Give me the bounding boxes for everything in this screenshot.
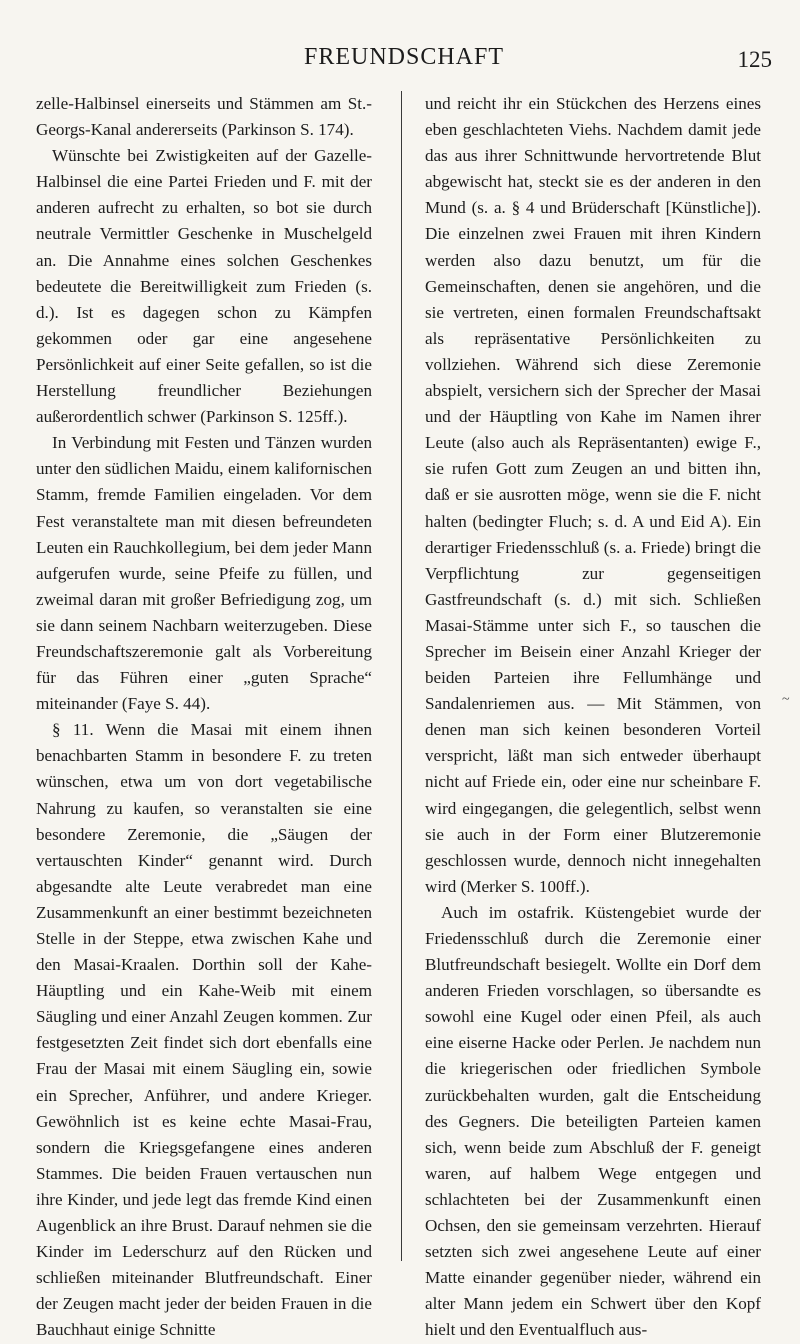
paragraph: Wünschte bei Zwistigkeiten auf der Gazelle-Halbinsel die eine Partei Frieden und F. mit der anderen aufrecht zu erhalten, so bot sie durch neutrale Vermittler Geschenke in Muschelgeld an. Die Annahme eines solchen Geschenkes bedeutete die Bereitwilligkeit zum Frieden (s. d.). Ist es dagegen schon zu Kämpfen gekommen oder gar eine angesehene Persönlichkeit auf einer Seite gefallen, so ist die Herstellung freundlicher Beziehungen außerordentlich schwer (Parkinson S. 125ff.). (36, 146, 372, 427)
margin-mark: ~ (782, 692, 790, 707)
right-column (425, 91, 761, 1344)
page-header (36, 44, 772, 80)
paragraph: Auch im ostafrik. Küstengebiet wurde der Friedensschluß durch die Zeremonie einer Blutfreundschaft besiegelt. Wollte ein Dorf dem anderen Frieden vorschlagen, so übersandte es sowohl eine Kugel oder einen Pfeil, als auch eine eiserne Hacke oder Perlen. Je nachdem nun die kriegerischen oder friedlichen Symbole zurückbehalten wurden, galt die Entscheidung des Gegners. Die beteiligten Parteien kamen sich, wenn beide zum Abschluß der F. geneigt waren, auf halbem Wege entgegen und schlachteten bei der Zusammenkunft einen Ochsen, den sie gemeinsam verzehrten. Hierauf setzten sich zwei angesehene Leute auf einer Matte einander gegenüber nieder, während ein alter Mann jedem ein Schwert über den Kopf hielt und den Eventualfluch aus- (425, 902, 761, 1340)
paragraph: § 11. Wenn die Masai mit einem ihnen benachbarten Stamm in besondere F. zu treten wünschen, etwa um von dort vegetabilische Nahrung zu kaufen, so veranstalten sie eine besondere Zeremonie, die „Säugen der vertauschten Kinder“ genannt wird. Durch abgesandte alte Leute verabredet man eine Zusammenkunft an einer bestimmt bezeichneten Stelle in der Steppe, etwa zwischen Kahe und den Masai-Kraalen. Dorthin soll der Kahe-Häuptling und ein Kahe-Weib mit einem Säugling und einer Anzahl Zeugen kommen. Zur festgesetzten Zeit findet sich dort ebenfalls eine Frau der Masai mit einem Säugling ein, sowie ein Sprecher, Anführer, und andere Krieger. Gewöhnlich ist es keine echte Masai-Frau, sondern die Kriegsgefangene eines anderen Stammes. Die beiden Frauen vertauschen nun ihre Kinder, und jede legt das fremde Kind einen Augenblick an ihre Brust. Darauf nehmen sie die Kinder im Lederschurz auf den Rücken und schließen miteinander Blutfreundschaft. Einer der Zeugen macht jeder der beiden Frauen in die Bauchhaut einige Schnitte (36, 720, 372, 1340)
left-column (36, 91, 372, 1344)
paragraph: und reicht ihr ein Stückchen des Herzens eines eben geschlachteten Viehs. Nachdem damit jede das aus ihrer Schnittwunde hervortretende Blut abgewischt hat, steckt sie es der anderen in den Mund (s. a. § 4 und Brüderschaft [Künstliche]). Die einzelnen zwei Frauen mit ihren Kindern werden also dazu benutzt, um für die Gemeinschaften, denen sie angehören, und die sie vertreten, einen formalen Freundschaftsakt als repräsentative Persönlichkeiten zu vollziehen. Während sich diese Zeremonie abspielt, versichern sich der Sprecher der Masai und der Häuptling von Kahe im Namen ihrer Leute (also auch als Repräsentanten) ewige F., sie rufen Gott zum Zeugen an und bitten ihn, daß er sie ausrotten möge, wenn sie die F. nicht halten (bedingter Fluch; s. d. A und Eid A). Ein derartiger Friedensschluß (s. a. Friede) bringt die Verpflichtung zur gegenseitigen Gastfreundschaft (s. d.) mit sich. Schließen Masai-Stämme unter sich F., so tauschen die Sprecher im Beisein einer Anzahl Krieger der beiden Parteien ihre Fellumhänge und Sandalenriemen aus. — Mit Stämmen, von denen man sich keinen besonderen Vorteil verspricht, läßt man sich entweder überhaupt nicht auf Friede ein, oder eine nur scheinbare F. wird eingegangen, die gelegentlich, selbst wenn sie auch in der Form einer Blutzeremonie geschlossen wurde, dennoch nicht innegehalten wird (Merker S. 100ff.). (425, 94, 761, 896)
paragraph: In Verbindung mit Festen und Tänzen wurden unter den südlichen Maidu, einem kalifornischen Stamm, fremde Familien eingeladen. Vor dem Fest veranstaltete man mit diesen befreundeten Leuten ein Rauchkollegium, bei dem jeder Mann aufgerufen wurde, seine Pfeife zu füllen, und zweimal daran mit großer Befriedigung zog, um sie dann seinem Nachbarn weiterzugeben. Diese Freundschaftszeremonie galt als Vorbereitung für das Führen einer „guten Sprache“ miteinander (Faye S. 44). (36, 433, 372, 714)
running-title: FREUNDSCHAFT (303, 44, 505, 70)
paragraph: zelle-Halbinsel einerseits und Stämmen am St.-Georgs-Kanal andererseits (Parkinson S. 174). (36, 94, 372, 140)
column-divider (401, 91, 402, 1261)
page-number: 125 (737, 47, 772, 72)
